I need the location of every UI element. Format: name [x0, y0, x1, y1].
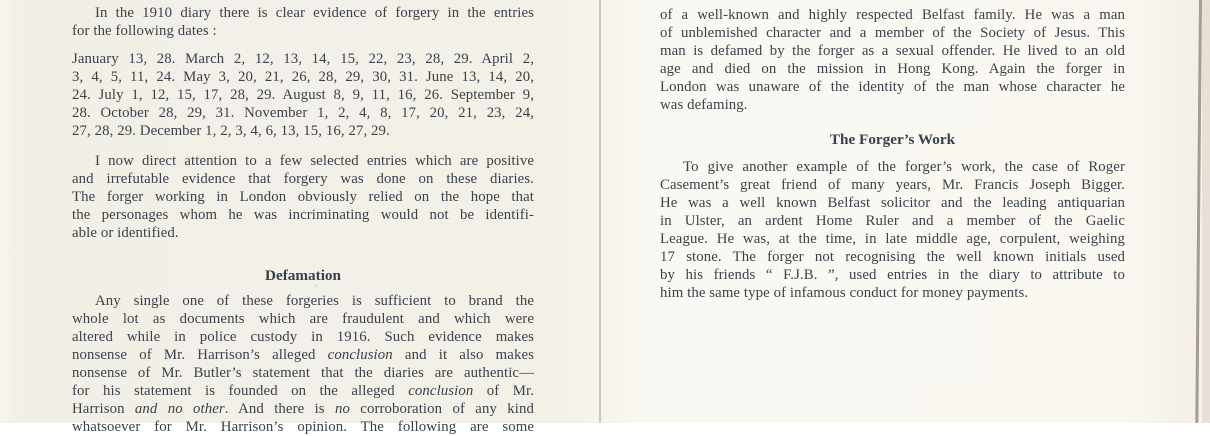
text-run: corroboration of any kind: [349, 401, 534, 417]
paragraph: [660, 158, 1125, 302]
text-line: [72, 188, 534, 206]
text-run: Casement’s great friend of many years, Mr. Francis Joseph Bigger.: [660, 177, 1125, 193]
left-page-text-block: [72, 0, 534, 435]
text-line: [72, 152, 534, 170]
text-run: by his friends “ F.J.B. ”, used entries in the diary to attribute to: [660, 267, 1125, 283]
text-run: and it also makes: [392, 347, 534, 363]
text-run: was defaming.: [660, 97, 748, 113]
text-line: [72, 122, 534, 140]
text-run: altered while in police custody in 1916. Such evidence makes: [72, 329, 534, 345]
text-run: January 13, 28. March 2, 12, 13, 14, 15, 22, 23, 28, 29. April 2,: [72, 51, 534, 67]
text-line: [72, 328, 534, 346]
text-run: He was a well known Belfast solicitor and the leading antiquarian: [660, 195, 1125, 211]
text-line: [660, 158, 1125, 176]
text-run: League. He was, at the time, in late middle age, corpulent, weighing: [660, 231, 1125, 247]
text-line: [72, 50, 534, 68]
text-line: [72, 22, 534, 40]
text-line: [660, 176, 1125, 194]
paragraph: [72, 292, 534, 436]
text-line: [660, 266, 1125, 284]
text-run: of Mr.: [473, 383, 534, 399]
text-line: [72, 104, 534, 122]
right-page-text-block: [660, 0, 1125, 423]
text-line: [72, 292, 534, 310]
text-run: 24. July 1, 12, 15, 17, 28, 29. August 8, 9, 11, 16, 26. September 9,: [72, 87, 534, 103]
paragraph: [660, 6, 1125, 114]
text-run: for the following dates :: [72, 23, 217, 39]
text-run: the personages whom he was incriminating would not be identifi-: [72, 207, 534, 223]
text-run: 17 stone. The forger not recognising the well known initials used: [660, 249, 1125, 265]
italic-text-run: and no other: [134, 401, 225, 417]
text-run: Harrison: [72, 401, 135, 417]
text-run: nonsense of Mr. Butler’s statement that the diaries are authentic—: [72, 365, 534, 381]
text-line: [660, 60, 1125, 78]
page-gutter-line: [599, 0, 601, 423]
section-heading: The Forger’s Work: [829, 131, 956, 148]
text-line: [72, 418, 534, 436]
italic-text-run: no: [334, 401, 350, 417]
text-run: London was unaware of the identity of the man whose character he: [660, 79, 1125, 95]
text-line: [660, 248, 1125, 266]
text-run: able or identified.: [72, 225, 179, 241]
text-run: whole lot as documents which are fraudulent and which were: [72, 311, 534, 327]
text-run: . And there is: [224, 401, 335, 417]
text-run: for his statement is founded on the alleged: [72, 383, 409, 399]
text-run: of unblemished character and a member of the Society of Jesus. This: [660, 25, 1125, 41]
text-line: [660, 194, 1125, 212]
text-run: The forger working in London obviously relied on the hope that: [72, 189, 534, 205]
text-run: 3, 4, 5, 11, 24. May 3, 20, 21, 26, 28, 29, 30, 31. June 13, 14, 20,: [72, 69, 534, 85]
text-line: [72, 364, 534, 382]
text-run: him the same type of infamous conduct for money payments.: [660, 285, 1029, 301]
text-run: in Ulster, an ardent Home Ruler and a member of the Gaelic: [660, 213, 1125, 229]
text-line: [72, 86, 534, 104]
text-run: In the 1910 diary there is clear evidence of forgery in the entries: [95, 5, 534, 21]
text-run: of a well-known and highly respected Belfast family. He was a man: [660, 7, 1125, 23]
text-run: age and died on the mission in Hong Kong. Again the forger in: [660, 61, 1125, 77]
section-heading: Defamation: [265, 267, 341, 284]
text-line: [660, 212, 1125, 230]
text-line: [660, 24, 1125, 42]
paragraph: [72, 152, 534, 242]
text-line: [660, 42, 1125, 60]
text-run: To give another example of the forger’s work, the case of Roger: [683, 159, 1125, 175]
text-run: Any single one of these forgeries is sufficient to brand the: [95, 293, 534, 309]
paragraph: [72, 4, 534, 40]
text-line: [72, 206, 534, 224]
text-line: [72, 170, 534, 188]
text-line: [72, 310, 534, 328]
italic-text-run: conclusion: [408, 383, 474, 399]
text-line: [72, 400, 534, 418]
text-run: I now direct attention to a few selected entries which are positive: [95, 153, 534, 169]
text-run: whatsoever for Mr. Harrison’s opinion. The following are some: [72, 419, 534, 435]
text-run: 28. October 28, 29, 31. November 1, 2, 4, 8, 17, 20, 21, 23, 24,: [72, 105, 534, 121]
text-line: [660, 284, 1125, 302]
text-line: [72, 382, 534, 400]
text-line: [72, 68, 534, 86]
text-line: [72, 4, 534, 22]
text-line: [72, 346, 534, 364]
text-run: man is defamed by the forger as a sexual offender. He lived to an old: [660, 43, 1125, 59]
text-line: [72, 224, 534, 242]
text-line: [660, 230, 1125, 248]
text-line: [660, 96, 1125, 114]
paragraph: [72, 50, 534, 140]
italic-text-run: conclusion: [327, 347, 393, 363]
text-run: nonsense of Mr. Harrison’s alleged: [72, 347, 328, 363]
text-line: [660, 6, 1125, 24]
page-edge-strip: [1202, 0, 1210, 423]
text-run: and irrefutable evidence that forgery was done on these diaries.: [72, 171, 534, 187]
text-run: 27, 28, 29. December 1, 2, 3, 4, 6, 13, 15, 16, 27, 29.: [72, 123, 390, 139]
text-line: [660, 78, 1125, 96]
